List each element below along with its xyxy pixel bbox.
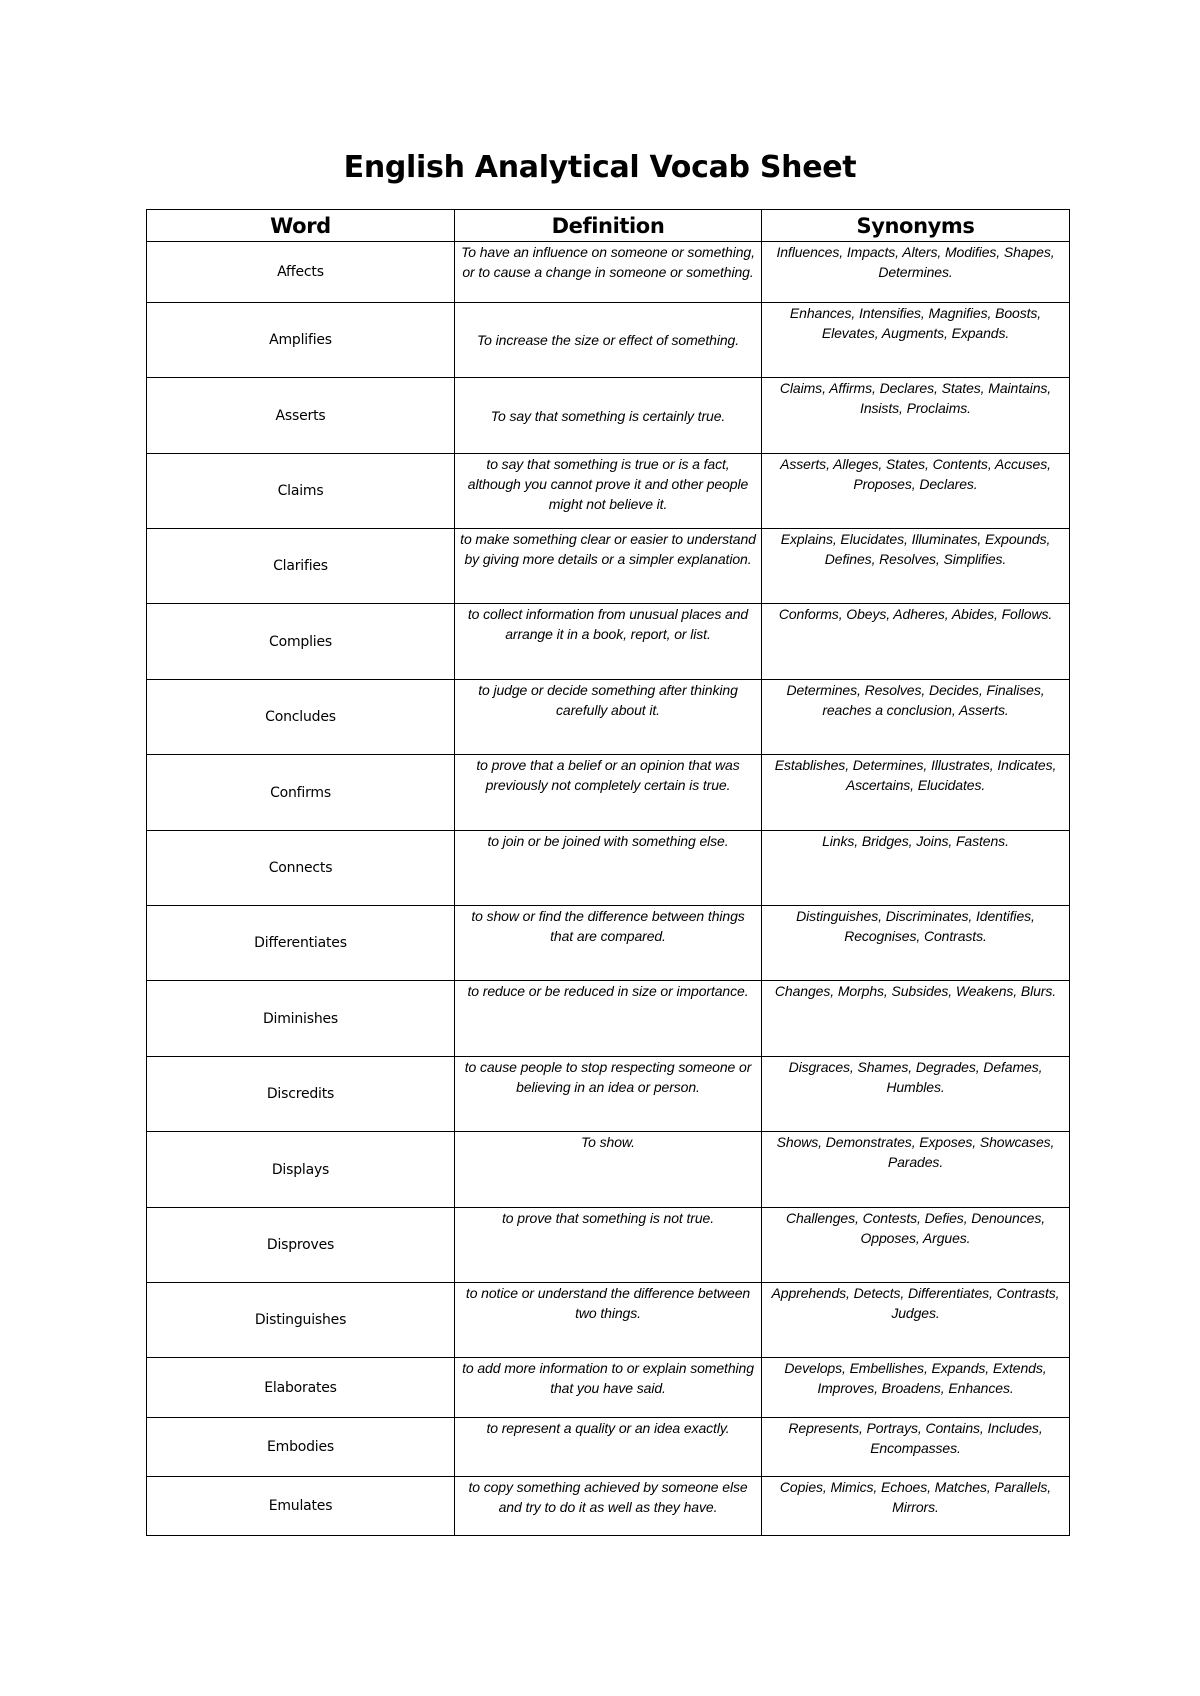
synonyms-cell: Establishes, Determines, Illustrates, Indicates, Ascertains, Elucidates. — [762, 755, 1070, 831]
word-cell: Asserts — [147, 378, 455, 454]
definition-cell: to copy something achieved by someone else and try to do it as well as they have. — [455, 1477, 762, 1536]
synonyms-cell: Claims, Affirms, Declares, States, Maintains, Insists, Proclaims. — [762, 378, 1070, 454]
column-header-definition: Definition — [455, 210, 762, 242]
definition-cell: to reduce or be reduced in size or importance. — [455, 981, 762, 1057]
synonyms-cell: Influences, Impacts, Alters, Modifies, Shapes, Determines. — [762, 242, 1070, 303]
table-row — [147, 604, 1070, 680]
synonyms-cell: Copies, Mimics, Echoes, Matches, Parallels, Mirrors. — [762, 1477, 1070, 1536]
definition-cell: to join or be joined with something else. — [455, 831, 762, 906]
definition-cell: to make something clear or easier to understand by giving more details or a simpler explanation. — [455, 529, 762, 604]
word-cell: Embodies — [147, 1418, 455, 1477]
word-cell: Claims — [147, 454, 455, 529]
definition-cell: to prove that something is not true. — [455, 1208, 762, 1283]
definition-cell: To have an influence on someone or something, or to cause a change in someone or something. — [455, 242, 762, 303]
table-row — [147, 755, 1070, 831]
definition-cell: to prove that a belief or an opinion that was previously not completely certain is true. — [455, 755, 762, 831]
word-cell: Affects — [147, 242, 455, 303]
word-cell: Elaborates — [147, 1358, 455, 1418]
synonyms-cell: Shows, Demonstrates, Exposes, Showcases, Parades. — [762, 1132, 1070, 1208]
definition-cell: To say that something is certainly true. — [455, 378, 762, 454]
table-row — [147, 1283, 1070, 1358]
word-cell: Emulates — [147, 1477, 455, 1536]
word-cell: Amplifies — [147, 303, 455, 378]
table-row — [147, 1208, 1070, 1283]
table-row — [147, 378, 1070, 454]
table-row — [147, 906, 1070, 981]
word-cell: Disproves — [147, 1208, 455, 1283]
synonyms-cell: Changes, Morphs, Subsides, Weakens, Blurs. — [762, 981, 1070, 1057]
synonyms-cell: Explains, Elucidates, Illuminates, Expounds, Defines, Resolves, Simplifies. — [762, 529, 1070, 604]
word-cell: Discredits — [147, 1057, 455, 1132]
column-header-word: Word — [147, 210, 455, 242]
definition-cell: To increase the size or effect of something. — [455, 303, 762, 378]
synonyms-cell: Represents, Portrays, Contains, Includes, Encompasses. — [762, 1418, 1070, 1477]
definition-cell: to cause people to stop respecting someone or believing in an idea or person. — [455, 1057, 762, 1132]
word-cell: Displays — [147, 1132, 455, 1208]
table-row — [147, 680, 1070, 755]
word-cell: Confirms — [147, 755, 455, 831]
synonyms-cell: Links, Bridges, Joins, Fastens. — [762, 831, 1070, 906]
definition-cell: to show or find the difference between things that are compared. — [455, 906, 762, 981]
synonyms-cell: Develops, Embellishes, Expands, Extends, Improves, Broadens, Enhances. — [762, 1358, 1070, 1418]
synonyms-cell: Conforms, Obeys, Adheres, Abides, Follows. — [762, 604, 1070, 680]
definition-cell: to notice or understand the difference between two things. — [455, 1283, 762, 1358]
word-cell: Diminishes — [147, 981, 455, 1057]
table-row — [147, 1477, 1070, 1536]
definition-cell: to add more information to or explain something that you have said. — [455, 1358, 762, 1418]
definition-cell: To show. — [455, 1132, 762, 1208]
definition-cell: to collect information from unusual places and arrange it in a book, report, or list. — [455, 604, 762, 680]
synonyms-cell: Determines, Resolves, Decides, Finalises, reaches a conclusion, Asserts. — [762, 680, 1070, 755]
table-row — [147, 454, 1070, 529]
synonyms-cell: Asserts, Alleges, States, Contents, Accuses, Proposes, Declares. — [762, 454, 1070, 529]
word-cell: Clarifies — [147, 529, 455, 604]
table-row — [147, 1057, 1070, 1132]
synonyms-cell: Distinguishes, Discriminates, Identifies, Recognises, Contrasts. — [762, 906, 1070, 981]
synonyms-cell: Challenges, Contests, Defies, Denounces, Opposes, Argues. — [762, 1208, 1070, 1283]
table-row — [147, 529, 1070, 604]
word-cell: Connects — [147, 831, 455, 906]
definition-cell: to judge or decide something after thinking carefully about it. — [455, 680, 762, 755]
word-cell: Concludes — [147, 680, 455, 755]
definition-cell: to represent a quality or an idea exactly. — [455, 1418, 762, 1477]
word-cell: Differentiates — [147, 906, 455, 981]
table-row — [147, 242, 1070, 303]
table-row — [147, 1132, 1070, 1208]
page-title: English Analytical Vocab Sheet — [343, 150, 857, 185]
synonyms-cell: Apprehends, Detects, Differentiates, Contrasts, Judges. — [762, 1283, 1070, 1358]
synonyms-cell: Enhances, Intensifies, Magnifies, Boosts, Elevates, Augments, Expands. — [762, 303, 1070, 378]
table-row — [147, 303, 1070, 378]
table-row — [147, 1358, 1070, 1418]
synonyms-cell: Disgraces, Shames, Degrades, Defames, Humbles. — [762, 1057, 1070, 1132]
header-row — [147, 210, 1070, 242]
definition-cell: to say that something is true or is a fact, although you cannot prove it and other people might not believe it. — [455, 454, 762, 529]
vocab-table — [146, 209, 1070, 1536]
word-cell: Distinguishes — [147, 1283, 455, 1358]
table-row — [147, 981, 1070, 1057]
table-row — [147, 1418, 1070, 1477]
word-cell: Complies — [147, 604, 455, 680]
column-header-synonyms: Synonyms — [762, 210, 1070, 242]
table-row — [147, 831, 1070, 906]
